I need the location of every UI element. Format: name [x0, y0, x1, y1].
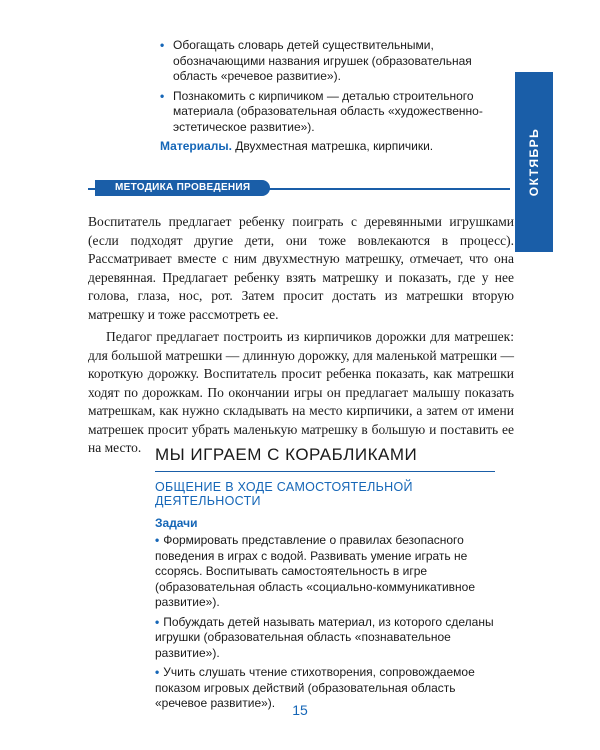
body-paragraph: Воспитатель предлагает ребенку поиграть с деревянными игрушками (если подходят другие дети, они тоже вовлекаются в процесс). Рассматривает вместе с ним двухместную матрешку, отмечает, что она деревянная. Предлагает ребенку взять матрешку и показать, где у нее голова, глаза, нос, рот. Затем просит достать из матрешки вторую матрешку и тоже рассмотреть ее.: [88, 214, 514, 322]
bullet-icon: •: [155, 614, 160, 629]
section-title: МЫ ИГРАЕМ С КОРАБЛИКАМИ: [155, 445, 495, 472]
month-tab: [515, 72, 553, 252]
bullet-icon: •: [155, 533, 160, 547]
materials-label: Материалы.: [160, 139, 232, 153]
task-text: Формировать представление о правилах безопасного поведения в играх с водой. Развивать умение играть не ссорясь. Воспитывать самостоятельность в игре (образовательная область «социально-коммуникативное развитие»).: [155, 533, 476, 609]
task-item: [155, 533, 495, 611]
method-header: [95, 180, 270, 196]
bullet-icon: •: [155, 665, 160, 679]
task-text: Учить слушать чтение стихотворения, сопровождаемое показом игровых действий (образовательная область «речевое развитие»).: [155, 665, 475, 710]
tasks-list: [155, 533, 495, 712]
body-paragraph: Педагог предлагает построить из кирпичиков дорожки для матрешек: для большой матрешки — длинную дорожку, для маленькой матрешки — короткую дорожку. Воспитатель просит ребенка показать, как матрешки ходят по дорожкам. По окончании игры он предлагает малышу показать матрешкам, как нужно складывать на место кирпичики, а затем от имени матрешек просит убрать маленькую матрешку в большую и поставить ее на место.: [88, 329, 514, 455]
page-number: 15: [292, 702, 308, 718]
materials-text: Двухместная матрешка, кирпичики.: [235, 139, 434, 153]
task-text: Побуждать детей называть материал, из которого сделаны игрушки (образовательная область «познавательное развитие»).: [155, 614, 494, 660]
materials-line: [160, 139, 510, 155]
section-subtitle: ОБЩЕНИЕ В ХОДЕ САМОСТОЯТЕЛЬНОЙ ДЕЯТЕЛЬНОСТИ: [155, 480, 413, 508]
method-body: [88, 213, 514, 458]
activity-section: [155, 445, 495, 716]
objective-text: Познакомить с кирпичиком — деталью строительного материала (образовательная область «художественно-эстетическое развитие»).: [173, 88, 483, 134]
objectives-list: [160, 38, 510, 155]
objective-item: [160, 89, 510, 136]
task-item: [155, 615, 495, 662]
bullet-icon: •: [160, 38, 165, 52]
bullet-icon: •: [160, 88, 165, 103]
method-header-label: МЕТОДИКА ПРОВЕДЕНИЯ: [115, 182, 251, 193]
objective-item: [160, 38, 510, 85]
tasks-label: Задачи: [155, 516, 198, 530]
month-tab-label: ОКТЯБРЬ: [527, 127, 541, 197]
objective-text: Обогащать словарь детей существительными, обозначающими названия игрушек (образовательная область «речевое развитие»).: [173, 38, 472, 83]
